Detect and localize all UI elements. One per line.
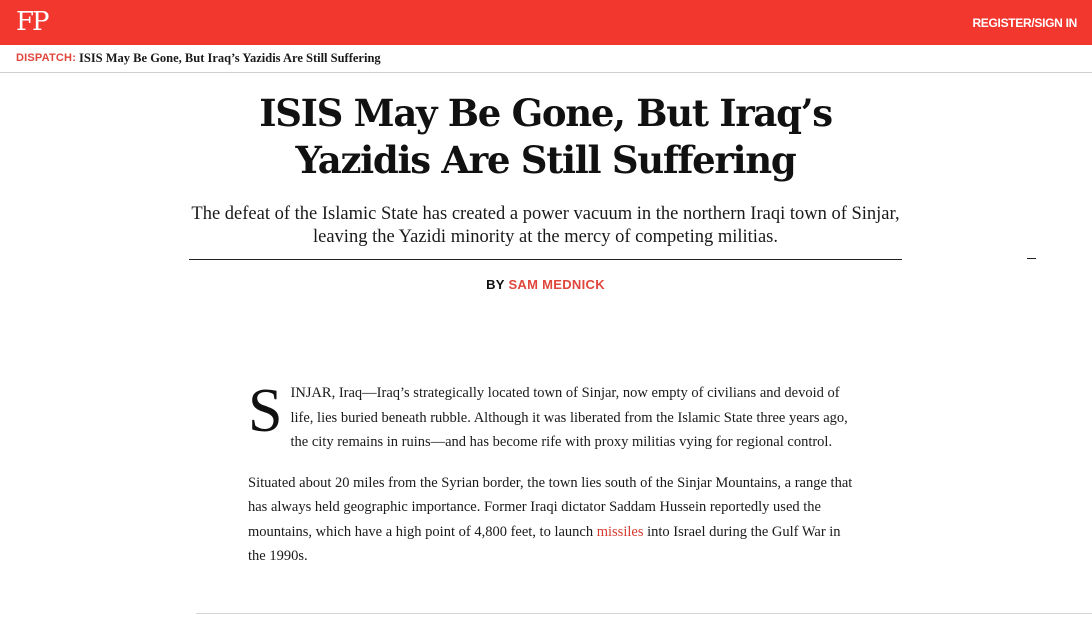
byline (189, 277, 902, 292)
author-link[interactable]: SAM MEDNICK (508, 277, 605, 292)
drop-cap: S (248, 377, 283, 445)
top-bar (0, 0, 1092, 45)
paragraph-2-text-b: into Israel during the Gulf War in the 1990s. (248, 523, 841, 564)
article-headline: ISIS May Be Gone, But Iraq’s Yazidis Are Still Suffering (259, 91, 832, 182)
fp-logo[interactable]: FP (16, 7, 48, 37)
subnav-article-title: ISIS May Be Gone, But Iraq’s Yazidis Are Still Suffering (79, 51, 381, 65)
section-label[interactable]: DISPATCH: (16, 52, 77, 64)
register-sign-in-link[interactable]: REGISTER/SIGN IN (972, 16, 1077, 30)
article-dek: The defeat of the Islamic State has created a power vacuum in the northern Iraqi town of Sinjar, leaving the Yazidi minority at the mercy of competing militias. (191, 204, 900, 247)
article-body (248, 377, 856, 585)
bottom-divider (196, 613, 1092, 614)
paragraph-1-text: INJAR, Iraq—Iraq’s strategically located town of Sinjar, now empty of civilians and devoid of life, lies buried beneath rubble. Although it was liberated from the Islamic State three years ago, the city remains in ruins—and has become rife with proxy militias vying for regional control. (290, 385, 848, 450)
paragraph-2-text-a: Situated about 20 miles from the Syrian border, the town lies south of the Sinjar Mountains, a range that has always held geographic importance. Former Iraqi dictator Saddam Hussein reportedly used the mountains, which have a high point of 4,800 feet, to launch (248, 474, 853, 540)
byline-prefix: BY (486, 277, 509, 292)
side-dash (1027, 258, 1036, 259)
paragraph-2 (248, 471, 856, 569)
headline-divider (189, 259, 902, 260)
paragraph-1 (248, 377, 856, 455)
article-subnav (0, 45, 1092, 73)
missiles-link[interactable]: missiles (596, 523, 644, 540)
